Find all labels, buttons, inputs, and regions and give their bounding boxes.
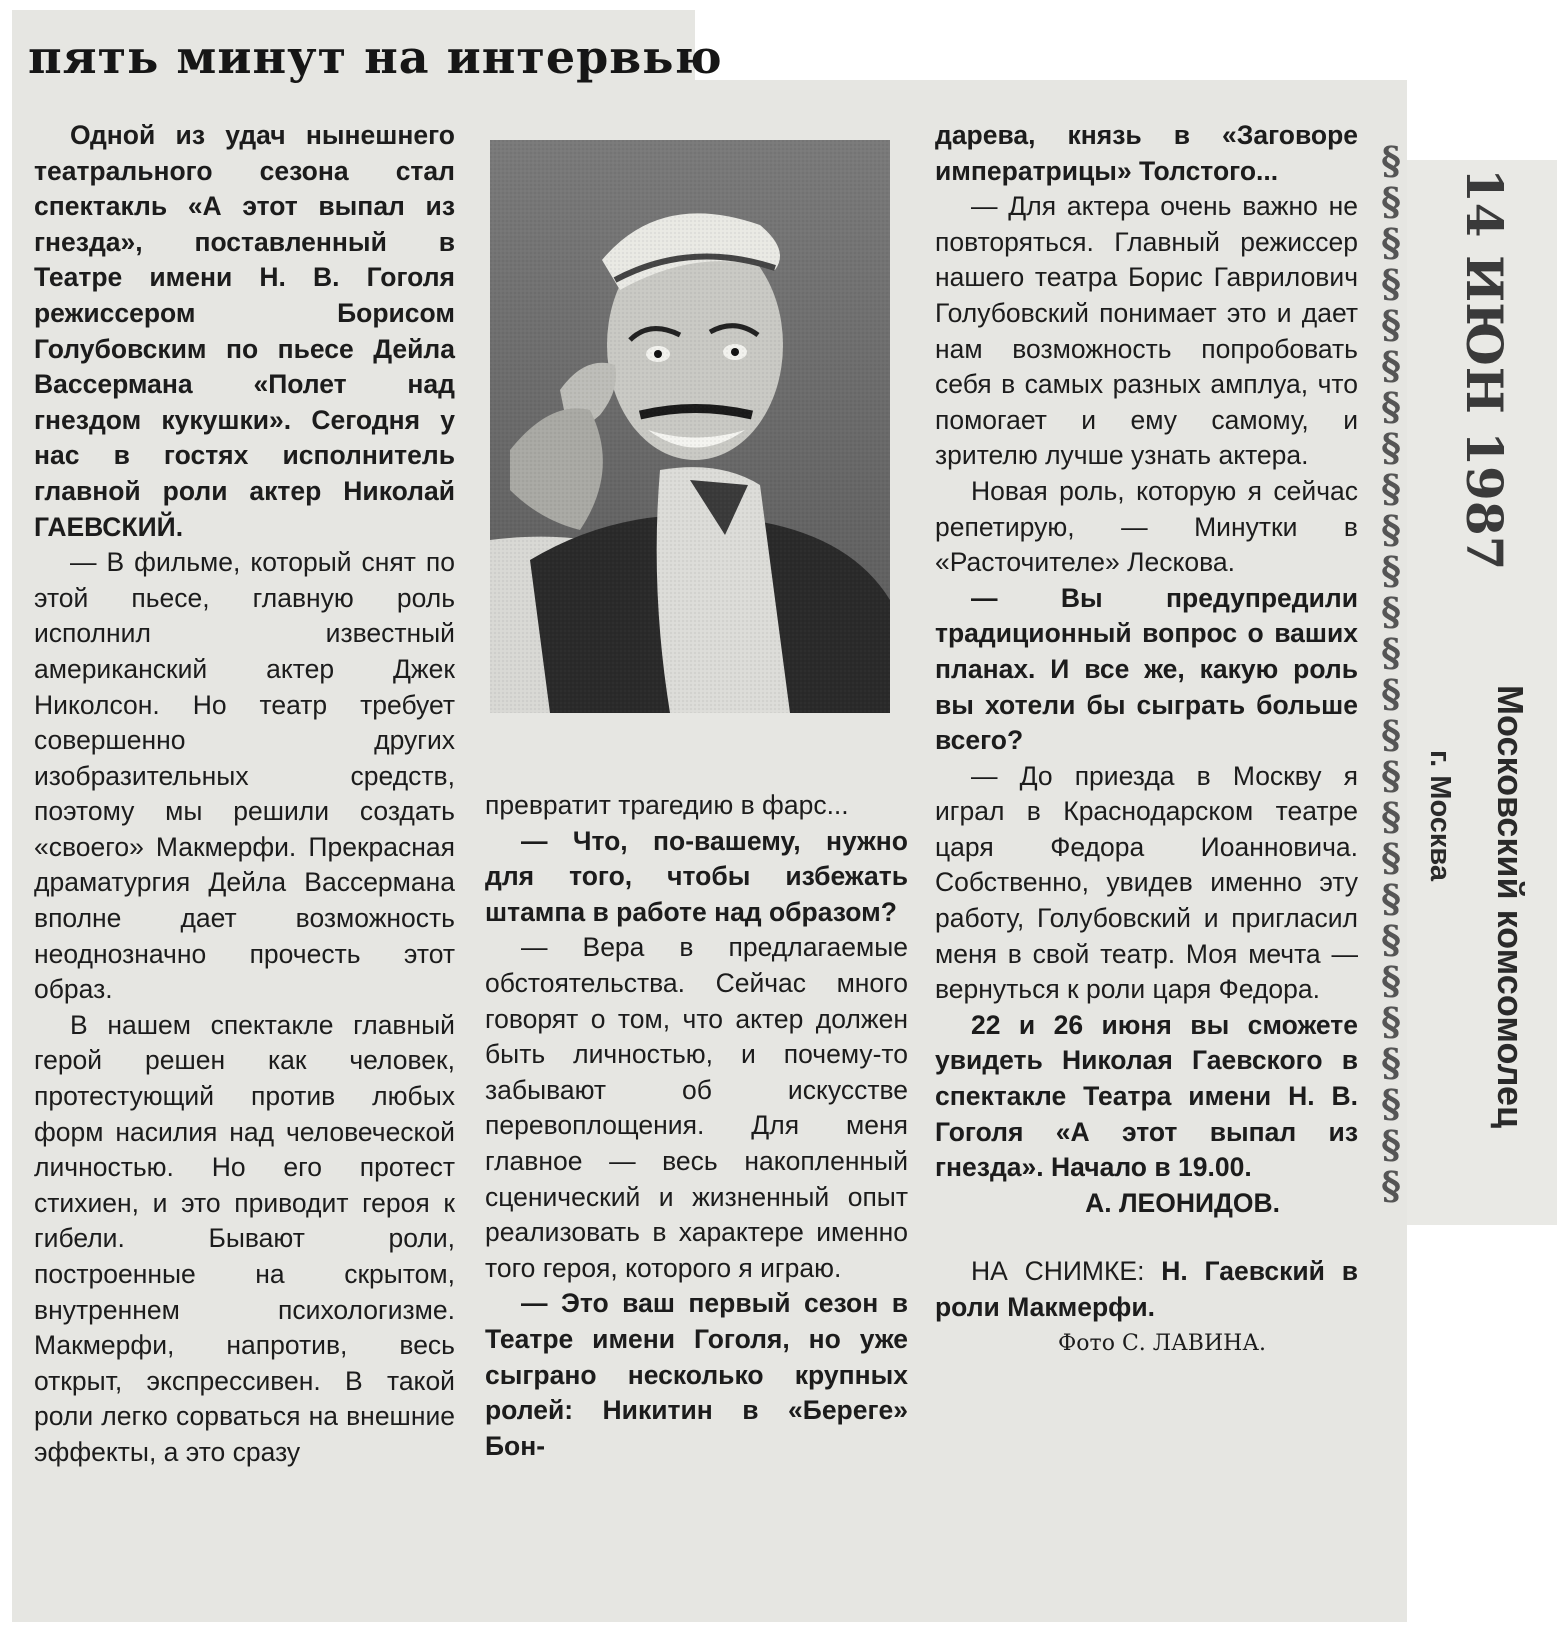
intro-paragraph: Одной из удач нынешнего театрального сезона стал спектакль «А этот выпал из гнезда», поставленный в Театре имени Н. В. Гоголя режиссером Борисом Голубовским по пьесе Дейла Вассермана «Полет над гнездом кукушки». Сегодня у нас в гостях исполнитель главной роли актер Николай ГАЕВСКИЙ. [34, 120, 455, 542]
stamp-glyph: § [1381, 179, 1401, 224]
stamp-glyph: § [1381, 220, 1401, 265]
column-2 [485, 788, 908, 1464]
answer-paragraph: Новая роль, которую я сейчас репетирую, — Минутки в «Расточителе» Лескова. [935, 475, 1358, 578]
stamp-glyph: § [1381, 548, 1401, 593]
date-stamp: 14 ИЮН 1987 [1455, 168, 1514, 571]
actor-photo [490, 140, 890, 713]
stamp-glyph: § [1381, 712, 1401, 757]
author-signature: А. ЛЕОНИДОВ. [1085, 1187, 1280, 1218]
question-paragraph: — Вы предупредили традиционный вопрос о ваших планах. И все же, какую роль вы хотели бы сыграть больше всего? [935, 582, 1358, 756]
stamp-glyph: § [1381, 1081, 1401, 1126]
photo-caption [935, 1254, 1358, 1325]
answer-paragraph: — Вера в предлагаемые обстоятельства. Сейчас много говорят о том, что актер должен быть личностью, и почему-то забывают об искусстве перевоплощения. Для меня главное — весь накопленный сценический и жизненный опыт реализовать в характере именно того героя, которого я играю. [485, 932, 908, 1283]
photo-credit: Фото С. ЛАВИНА. [1058, 1330, 1266, 1356]
performance-announcement: 22 и 26 июня вы сможете увидеть Николая Гаевского в спектакле Театра имени Н. В. Гоголя «А этот выпал из гнезда». Начало в 19.00. [935, 1009, 1358, 1183]
stamp-glyph: § [1381, 261, 1401, 306]
caption-prefix: НА СНИМКЕ: [971, 1256, 1145, 1287]
question-continuation: дарева, князь в «Заговоре императрицы» Толстого... [935, 120, 1358, 186]
answer-paragraph: В нашем спектакле главный герой решен как человек, протестующий против любых форм насилия над человеческой личностью. Но его протест стихиен, и это приводит героя к гибели. Бывают роли, построенные на скрытом, внутреннем психологизме. Макмерфи, напротив, весь открыт, экспрессивен. В такой роли легко сорваться на внешние эффекты, а это сразу [34, 1009, 455, 1467]
question-paragraph: — Это ваш первый сезон в Театре имени Гоголя, но уже сыграно несколько крупных ролей: Никитин в «Береге» Бон- [485, 1288, 908, 1461]
stamp-glyph: § [1381, 1122, 1401, 1167]
stamp-glyph: § [1381, 835, 1401, 880]
city-label: г. Москва [1424, 750, 1456, 881]
stamp-glyph: § [1381, 140, 1401, 183]
question-paragraph: — Что, по-вашему, нужно для того, чтобы избежать штампа в работе над образом? [485, 825, 908, 927]
actor-photo-image [490, 140, 890, 713]
stamp-glyph: § [1381, 671, 1401, 716]
answer-paragraph: — До приезда в Москву я играл в Краснодарском театре царя Федора Иоанновича. Собственно, увидев именно эту работу, Голубовский и пригласил меня в свой театр. Моя мечта — вернуться к роли царя Федора. [935, 760, 1358, 1005]
stamp-glyph: § [1381, 753, 1401, 798]
answer-paragraph: — Для актера очень важно не повторяться. Главный режиссер нашего театра Борис Гаврилович Голубовский понимает это и дает нам возможность попробовать себя в самых разных амплуа, что помогает и ему самому, и зрителю лучше узнать актера. [935, 191, 1358, 471]
stamp-pattern [1367, 140, 1415, 1240]
stamp-glyph: § [1381, 507, 1401, 552]
stamp-glyph: § [1381, 589, 1401, 634]
stamp-glyph: § [1381, 794, 1401, 839]
stamp-glyph: § [1381, 876, 1401, 921]
stamp-glyph: § [1381, 384, 1401, 429]
stamp-glyph: § [1381, 958, 1401, 1003]
stamp-glyph: § [1381, 1040, 1401, 1085]
answer-paragraph: превратит трагедию в фарс... [485, 790, 849, 820]
stamp-glyph: § [1381, 425, 1401, 470]
stamp-glyph: § [1381, 999, 1401, 1044]
answer-paragraph: — В фильме, который снят по этой пьесе, главную роль исполнил известный американский актер Джек Николсон. Но театр требует совершенно других изобразительных средств, поэтому мы решили создать «своего» Макмерфи. Прекрасная драматургия Дейла Вассермана вполне дает возможность неоднозначно прочесть этот образ. [34, 547, 455, 1005]
clipping-cut-corner [695, 10, 1407, 80]
stamp-glyph: § [1381, 302, 1401, 347]
stamp-glyph: § [1381, 1163, 1401, 1208]
newspaper-name: Московский комсомолец [1490, 685, 1531, 1129]
caption-text: Н. Гаевский в роли Макмерфи. [935, 1256, 1358, 1322]
stamp-glyph: § [1381, 917, 1401, 962]
stamp-glyph: § [1381, 466, 1401, 511]
column-1 [34, 118, 455, 1471]
spacer [935, 1221, 1358, 1254]
column-3 [935, 118, 1358, 1361]
stamp-glyph: § [1381, 343, 1401, 388]
stamp-glyph: § [1381, 630, 1401, 675]
headline: пять минут на интервью [28, 30, 723, 84]
